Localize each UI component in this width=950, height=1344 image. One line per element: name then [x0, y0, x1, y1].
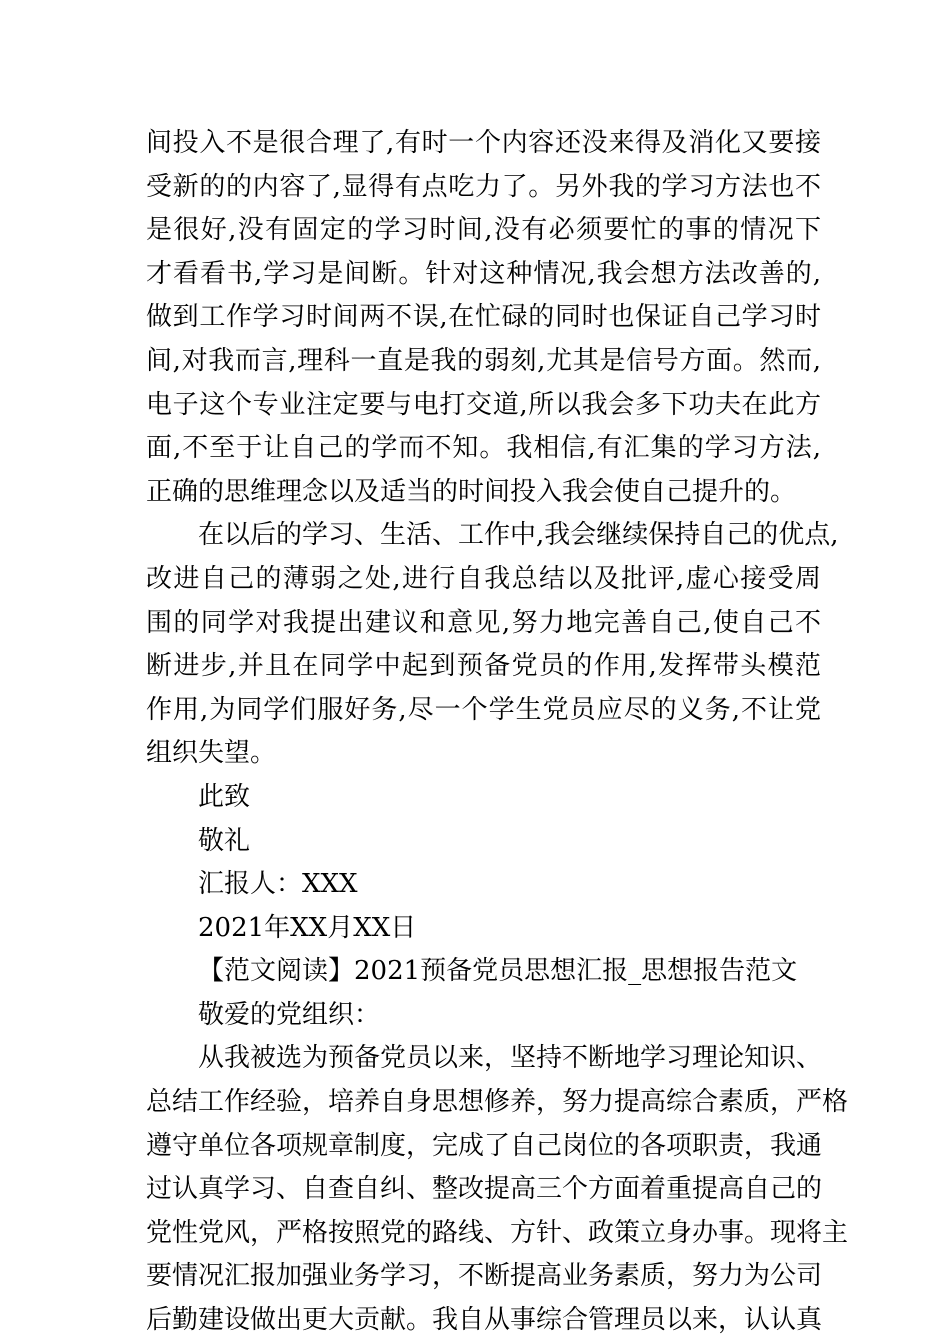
text-line: 是很好,没有固定的学习时间,没有必须要忙的事的情况下	[146, 215, 821, 246]
text-line: 正确的思维理念以及适当的时间投入我会使自己提升的。	[146, 476, 797, 507]
text-line: 组织失望。	[146, 738, 277, 769]
text-line: 过认真学习、自查自纠、整改提高三个方面着重提高自己的	[146, 1174, 823, 1205]
text-line: 要情况汇报加强业务学习，不断提高业务素质，努力为公司	[146, 1261, 823, 1292]
text-line: 后勤建设做出更大贡献。我自从事综合管理员以来，认认真	[146, 1305, 823, 1336]
text-line: 做到工作学习时间两不误,在忙碌的同时也保证自己学习时	[146, 302, 821, 333]
greeting: 敬爱的党组织：	[198, 999, 381, 1030]
document-body	[146, 122, 849, 1343]
text-line: 间,对我而言,理科一直是我的弱刻,尤其是信号方面。然而,	[146, 345, 821, 376]
text-line: 才看看书,学习是间断。针对这种情况,我会想方法改善的,	[146, 258, 821, 289]
text-line: 受新的的内容了,显得有点吃力了。另外我的学习方法也不	[146, 171, 821, 202]
text-line: 改进自己的薄弱之处,进行自我总结以及批评,虚心接受周	[146, 563, 821, 594]
text-line: 围的同学对我提出建议和意见,努力地完善自己,使自己不	[146, 607, 821, 638]
text-line: 党性党风，严格按照党的路线、方针、政策立身办事。现将主	[146, 1217, 849, 1248]
sample-article-heading: 【范文阅读】2021预备党员思想汇报_思想报告范文	[198, 956, 798, 987]
paragraph-start-line: 在以后的学习、生活、工作中,我会继续保持自己的优点,	[198, 520, 839, 551]
text-line: 电子这个专业注定要与电打交道,所以我会多下功夫在此方	[146, 389, 821, 420]
text-line: 断进步,并且在同学中起到预备党员的作用,发挥带头模范	[146, 651, 821, 682]
closing-regards: 敬礼	[198, 825, 251, 856]
paragraph-start-line: 从我被选为预备党员以来，坚持不断地学习理论知识、	[198, 1043, 823, 1074]
text-line: 作用,为同学们服好务,尽一个学生党员应尽的义务,不让党	[146, 694, 821, 725]
text-line: 面,不至于让自己的学而不知。我相信,有汇集的学习方法,	[146, 433, 821, 464]
text-line: 间投入不是很合理了,有时一个内容还没来得及消化又要接	[146, 128, 821, 158]
text-line: 遵守单位各项规章制度，完成了自己岗位的各项职责，我通	[146, 1130, 823, 1161]
closing-salutation: 此致	[198, 781, 251, 812]
text-line: 总结工作经验，培养自身思想修养，努力提高综合素质，严格	[146, 1087, 849, 1118]
report-date: 2021年XX月XX日	[198, 912, 417, 943]
reporter-signature: 汇报人：XXX	[198, 869, 358, 900]
